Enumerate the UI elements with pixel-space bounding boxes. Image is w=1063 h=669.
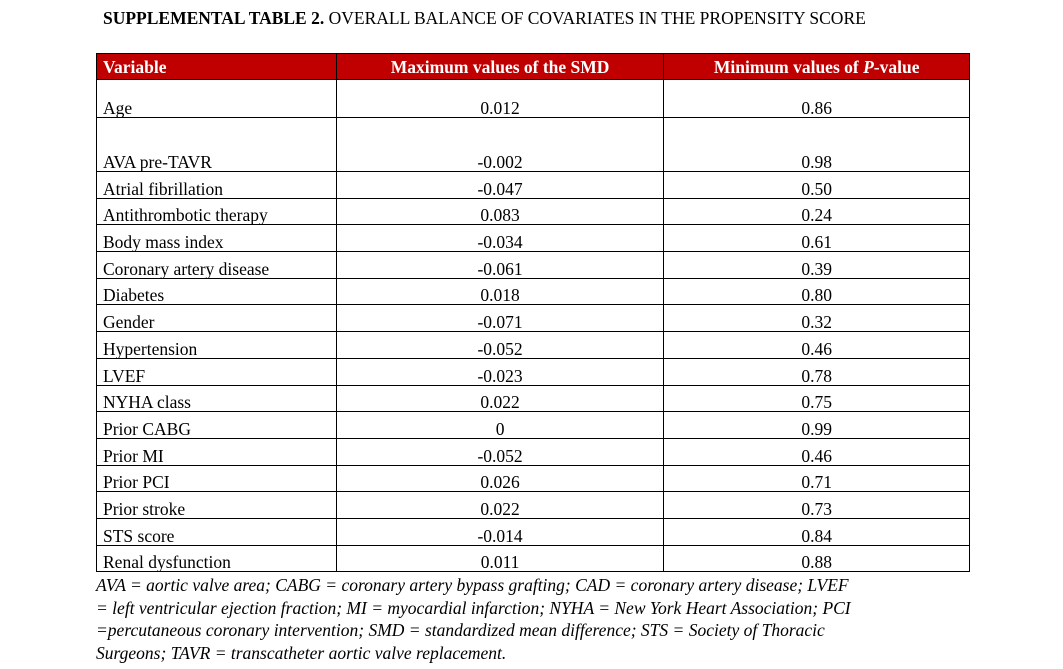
footnote-line: Surgeons; TAVR = transcatheter aortic valve replacement. [96,642,507,663]
smd-cell: -0.023 [336,358,664,385]
variable-cell: Gender [97,305,337,332]
smd-cell: -0.061 [336,252,664,279]
pvalue-cell: 0.99 [664,412,970,439]
pvalue-cell: 0.78 [664,358,970,385]
footnote-line: =percutaneous coronary intervention; SMD = standardized mean difference; STS = Society of Thoracic [96,620,825,640]
table-caption: OVERALL BALANCE OF COVARIATES IN THE PROPENSITY SCORE [324,8,866,28]
column-header-variable: Variable [97,54,337,80]
smd-cell: -0.002 [336,118,664,172]
table-row [97,332,970,359]
table-row [97,278,970,305]
variable-cell: Prior stroke [97,492,337,519]
table-row [97,358,970,385]
table-title [103,8,963,29]
table-row [97,172,970,199]
table-row [97,545,970,572]
smd-cell: 0.018 [336,278,664,305]
table-row [97,118,970,172]
smd-cell: 0.022 [336,492,664,519]
smd-cell: 0.012 [336,80,664,118]
pvalue-cell: 0.98 [664,118,970,172]
table-header-row [97,54,970,80]
smd-cell: -0.014 [336,518,664,545]
variable-cell: NYHA class [97,385,337,412]
table-row [97,412,970,439]
pvalue-cell: 0.24 [664,198,970,225]
pvalue-cell: 0.46 [664,332,970,359]
table-footnote [96,574,976,664]
pvalue-cell: 0.71 [664,465,970,492]
smd-cell: 0.011 [336,545,664,572]
variable-cell: LVEF [97,358,337,385]
smd-cell: -0.047 [336,172,664,199]
table-row [97,385,970,412]
variable-cell: Antithrombotic therapy [97,198,337,225]
table-label: SUPPLEMENTAL TABLE 2. [103,8,325,28]
variable-cell: Hypertension [97,332,337,359]
variable-cell: Prior CABG [97,412,337,439]
pvalue-cell: 0.75 [664,385,970,412]
table-row [97,225,970,252]
pvalue-cell: 0.86 [664,80,970,118]
variable-cell: Prior MI [97,438,337,465]
smd-cell: -0.034 [336,225,664,252]
pvalue-cell: 0.50 [664,172,970,199]
column-header-pvalue: Minimum values of P-value [664,54,970,80]
pvalue-cell: 0.61 [664,225,970,252]
column-header-smd: Maximum values of the SMD [336,54,664,80]
variable-cell: Renal dysfunction [97,545,337,572]
smd-cell: 0.026 [336,465,664,492]
footnote-line: = left ventricular ejection fraction; MI = myocardial infarction; NYHA = New York Heart Association; PCI [96,597,851,618]
variable-cell: Prior PCI [97,465,337,492]
table-row [97,252,970,279]
smd-cell: 0.022 [336,385,664,412]
smd-cell: -0.052 [336,438,664,465]
variable-cell: Age [97,80,337,118]
pvalue-cell: 0.32 [664,305,970,332]
variable-cell: Diabetes [97,278,337,305]
variable-cell: STS score [97,518,337,545]
footnote-line: AVA = aortic valve area; CABG = coronary artery bypass grafting; CAD = coronary artery disease; LVEF [96,575,849,595]
smd-cell: 0.083 [336,198,664,225]
pvalue-cell: 0.80 [664,278,970,305]
table-row [97,518,970,545]
table-row [97,438,970,465]
smd-cell: -0.071 [336,305,664,332]
pvalue-cell: 0.73 [664,492,970,519]
smd-cell: 0 [336,412,664,439]
pvalue-cell: 0.84 [664,518,970,545]
table-row [97,198,970,225]
variable-cell: Coronary artery disease [97,252,337,279]
smd-cell: -0.052 [336,332,664,359]
table-row [97,80,970,118]
table-row [97,305,970,332]
variable-cell: Atrial fibrillation [97,172,337,199]
variable-cell: AVA pre-TAVR [97,118,337,172]
table-row [97,492,970,519]
table-row [97,465,970,492]
pvalue-cell: 0.88 [664,545,970,572]
pvalue-cell: 0.46 [664,438,970,465]
variable-cell: Body mass index [97,225,337,252]
pvalue-cell: 0.39 [664,252,970,279]
covariate-balance-table [96,53,970,572]
